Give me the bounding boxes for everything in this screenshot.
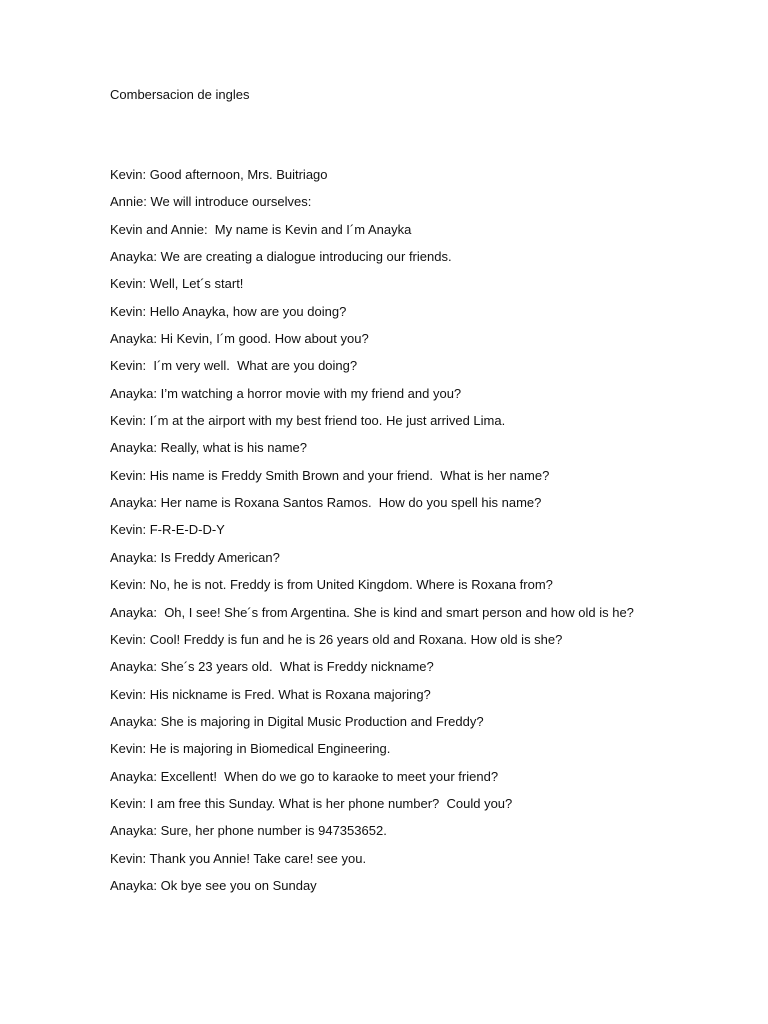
dialogue-line: Anayka: Sure, her phone number is 947353652. <box>110 823 387 839</box>
document-title: Combersacion de ingles <box>110 87 250 102</box>
dialogue-line: Kevin and Annie: My name is Kevin and I´m Anayka <box>110 221 412 237</box>
dialogue-line: Kevin: Hello Anayka, how are you doing? <box>110 303 347 319</box>
dialogue-line: Anayka: Ok bye see you on Sunday <box>110 877 317 893</box>
dialogue-line: Kevin: Well, Let´s start! <box>110 276 244 292</box>
dialogue-line: Annie: We will introduce ourselves: <box>110 194 312 210</box>
dialogue-body <box>110 166 710 904</box>
dialogue-line: Kevin: His nickname is Fred. What is Roxana majoring? <box>110 686 431 702</box>
dialogue-line: Kevin: I am free this Sunday. What is her phone number? Could you? <box>110 795 513 811</box>
dialogue-line: Anayka: Excellent! When do we go to karaoke to meet your friend? <box>110 768 499 784</box>
dialogue-line: Kevin: F-R-E-D-D-Y <box>110 522 225 538</box>
dialogue-line: Kevin: Cool! Freddy is fun and he is 26 years old and Roxana. How old is she? <box>110 631 563 647</box>
dialogue-line: Kevin: He is majoring in Biomedical Engineering. <box>110 741 391 757</box>
dialogue-line: Anayka: I’m watching a horror movie with my friend and you? <box>110 385 462 401</box>
dialogue-line: Anayka: Her name is Roxana Santos Ramos. How do you spell his name? <box>110 495 542 511</box>
dialogue-line: Anayka: Oh, I see! She´s from Argentina. She is kind and smart person and how old is he? <box>110 604 634 620</box>
dialogue-line: Kevin: I´m very well. What are you doing? <box>110 358 358 374</box>
dialogue-line: Anayka: Hi Kevin, I´m good. How about you? <box>110 331 369 347</box>
dialogue-line: Anayka: She is majoring in Digital Music Production and Freddy? <box>110 713 484 729</box>
dialogue-line: Anayka: She´s 23 years old. What is Freddy nickname? <box>110 659 434 675</box>
dialogue-line: Anayka: Really, what is his name? <box>110 440 308 456</box>
dialogue-line: Kevin: Thank you Annie! Take care! see you. <box>110 850 367 866</box>
dialogue-line: Kevin: Good afternoon, Mrs. Buitriago <box>110 167 328 182</box>
dialogue-line: Anayka: We are creating a dialogue introducing our friends. <box>110 249 452 265</box>
dialogue-line: Anayka: Is Freddy American? <box>110 549 280 565</box>
dialogue-line: Kevin: No, he is not. Freddy is from United Kingdom. Where is Roxana from? <box>110 577 553 593</box>
dialogue-line: Kevin: His name is Freddy Smith Brown and your friend. What is her name? <box>110 467 550 483</box>
dialogue-line: Kevin: I´m at the airport with my best friend too. He just arrived Lima. <box>110 413 506 429</box>
